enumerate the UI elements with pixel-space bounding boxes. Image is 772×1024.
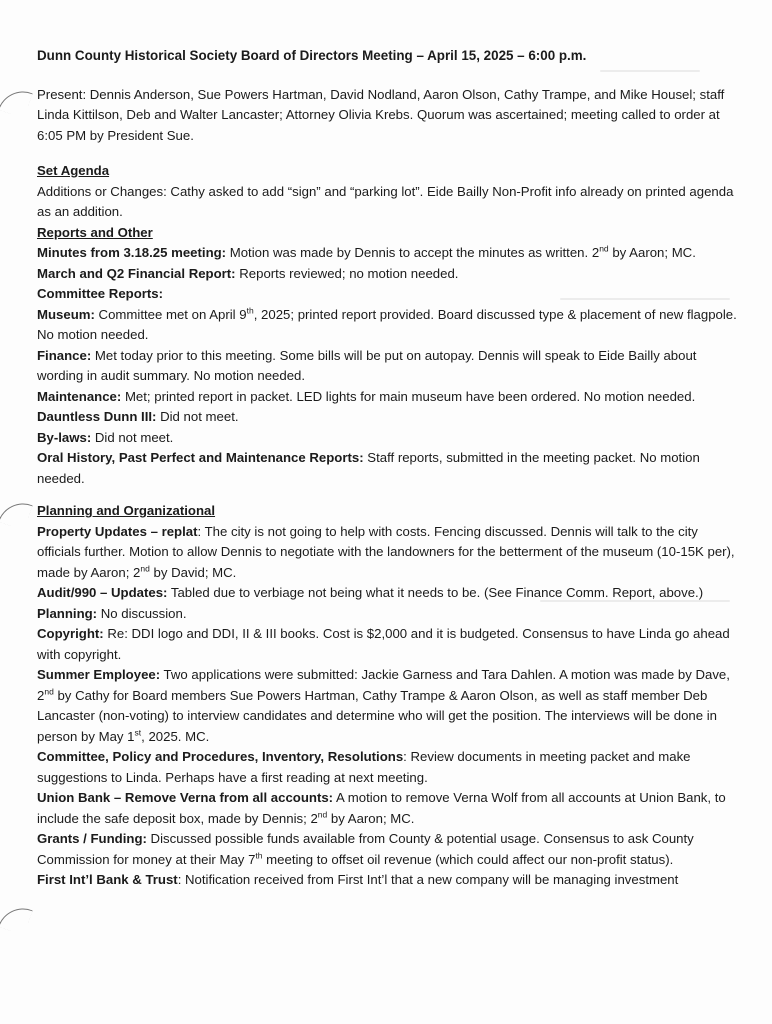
grants-funding-item <box>37 829 737 870</box>
item-text: Motion was made by Dennis to accept the minutes as written. 2 <box>226 245 600 260</box>
item-label: Finance: <box>37 347 92 363</box>
item-text: , 2025. MC. <box>141 728 210 744</box>
maintenance-item <box>37 387 737 408</box>
finance-item <box>37 346 737 387</box>
item-text: by Aaron; MC. <box>608 245 696 260</box>
punch-hole-mark <box>0 84 33 119</box>
item-text: Did not meet. <box>91 429 174 445</box>
item-text: Re: DDI logo and DDI, II & III books. Cost is $2,000 and it is budgeted. Consensus to have Linda go ahead with copyright. <box>37 626 730 662</box>
summer-employee-item <box>37 665 737 747</box>
item-text: Tabled due to verbiage not being what it needs to be. (See Finance Comm. Report, above.) <box>167 585 704 600</box>
item-label: Planning: <box>37 605 98 621</box>
audit-item <box>37 583 737 604</box>
item-label: Audit/990 – Updates: <box>37 585 168 600</box>
item-text: No discussion. <box>97 605 187 621</box>
section-heading-set-agenda: Set Agenda <box>37 163 110 178</box>
committee-policy-item <box>37 747 737 788</box>
financial-report-item <box>37 264 737 285</box>
section-heading-planning: Planning and Organizational <box>37 503 216 518</box>
punch-hole-mark <box>0 901 33 936</box>
item-text: A motion to remove Verna Wolf from all accounts at Union Bank, to include the safe deposit box, made by Dennis; 2 <box>37 790 726 826</box>
item-text: Met today prior to this meeting. Some bills will be put on autopay. Dennis will speak to Eide Bailly about wording in audit summary. No motion needed. <box>37 347 697 383</box>
dauntless-item <box>37 407 737 428</box>
item-label: Committee, Policy and Procedures, Inventory, Resolutions <box>37 749 404 764</box>
minutes-body <box>37 46 737 891</box>
item-label: Museum: <box>37 306 95 322</box>
item-text: Two applications were submitted: Jackie Garness and Tara Dahlen. A motion was made by Dave, 2 <box>37 667 730 703</box>
item-text: by Aaron; MC. <box>327 810 415 826</box>
planning-item <box>37 604 737 625</box>
item-label: Oral History, Past Perfect and Maintenance Reports: <box>37 450 364 465</box>
ordinal-suffix: nd <box>44 686 54 697</box>
item-text: Committee met on April 9 <box>94 306 247 322</box>
union-bank-item <box>37 788 737 829</box>
item-label: Summer Employee: <box>37 667 161 682</box>
item-text: Staff reports, submitted in the meeting packet. No motion needed. <box>37 450 700 486</box>
item-text: , 2025; printed report provided. Board discussed type & placement of new flagpole. No motion needed. <box>37 306 737 342</box>
item-text: Reports reviewed; no motion needed. <box>235 265 459 281</box>
ordinal-suffix: nd <box>140 563 150 574</box>
item-text: Discussed possible funds available from County & potential usage. Consensus to ask County Commission for money at their May 7 <box>37 831 694 867</box>
attendance-paragraph: Present: Dennis Anderson, Sue Powers Hartman, David Nodland, Aaron Olson, Cathy Trampe, and Mike Housel; staff Linda Kittilson, Deb and Walter Lancaster; Attorney Olivia Krebs. Quorum was ascertained; meeting called to order at 6:05 PM by President Sue. <box>37 86 725 143</box>
committee-reports-heading: Committee Reports: <box>37 286 164 301</box>
item-label: Union Bank – Remove Verna from all accounts: <box>37 790 334 805</box>
bylaws-item <box>37 428 737 449</box>
ordinal-suffix: th <box>246 305 254 316</box>
section-heading-reports: Reports and Other <box>37 224 153 240</box>
ordinal-suffix: nd <box>317 809 328 820</box>
item-text: : Notification received from First Int’l that a new company will be managing investment <box>177 872 679 887</box>
first-intl-bank-item <box>37 870 737 891</box>
item-label: Property Updates – replat <box>37 523 198 539</box>
minutes-item <box>37 243 737 264</box>
item-text: meeting to offset oil revenue (which could affect our non-profit status). <box>262 851 674 867</box>
museum-item <box>37 305 737 346</box>
item-text: : Review documents in meeting packet and make suggestions to Linda. Perhaps have a first reading at next meeting. <box>37 749 691 785</box>
item-label: March and Q2 Financial Report: <box>37 265 236 281</box>
item-label: Maintenance: <box>37 388 122 404</box>
set-agenda-text: Additions or Changes: Cathy asked to add “sign” and “parking lot”. Eide Bailly Non-Profit info already on printed agenda as an addition. <box>37 183 734 219</box>
ordinal-suffix: st <box>134 727 142 738</box>
copyright-item <box>37 624 737 665</box>
section-spacer <box>37 489 737 501</box>
item-label: By-laws: <box>37 429 92 445</box>
item-text: Did not meet. <box>156 409 239 424</box>
item-label: Dauntless Dunn III: <box>37 409 157 424</box>
item-label: First Int’l Bank & Trust <box>37 872 178 887</box>
oral-history-item <box>37 448 737 489</box>
item-text: by Cathy for Board members Sue Powers Hartman, Cathy Trampe & Aaron Olson, as well as staff member Deb Lancaster (non-voting) to interview candidates and determine who will get the position. The interviews will be done in person by May 1 <box>37 687 718 744</box>
item-text: : The city is not going to help with costs. Fencing discussed. Dennis will talk to the city officials further. Motion to allow Dennis to negotiate with the landowners for the betterment of the museum (10-15K per), made by Aaron; 2 <box>37 523 735 580</box>
item-label: Grants / Funding: <box>37 831 147 846</box>
item-label: Copyright: <box>37 626 104 641</box>
property-updates-item <box>37 522 737 584</box>
ordinal-suffix: nd <box>599 243 609 254</box>
item-text: Met; printed report in packet. LED lights for main museum have been ordered. No motion needed. <box>121 388 696 404</box>
punch-hole-mark <box>0 496 33 531</box>
page-title: Dunn County Historical Society Board of Directors Meeting – April 15, 2025 – 6:00 p.m. <box>37 48 587 63</box>
item-label: Minutes from 3.18.25 meeting: <box>37 245 227 260</box>
ordinal-suffix: th <box>255 850 263 861</box>
item-text: by David; MC. <box>149 564 237 580</box>
